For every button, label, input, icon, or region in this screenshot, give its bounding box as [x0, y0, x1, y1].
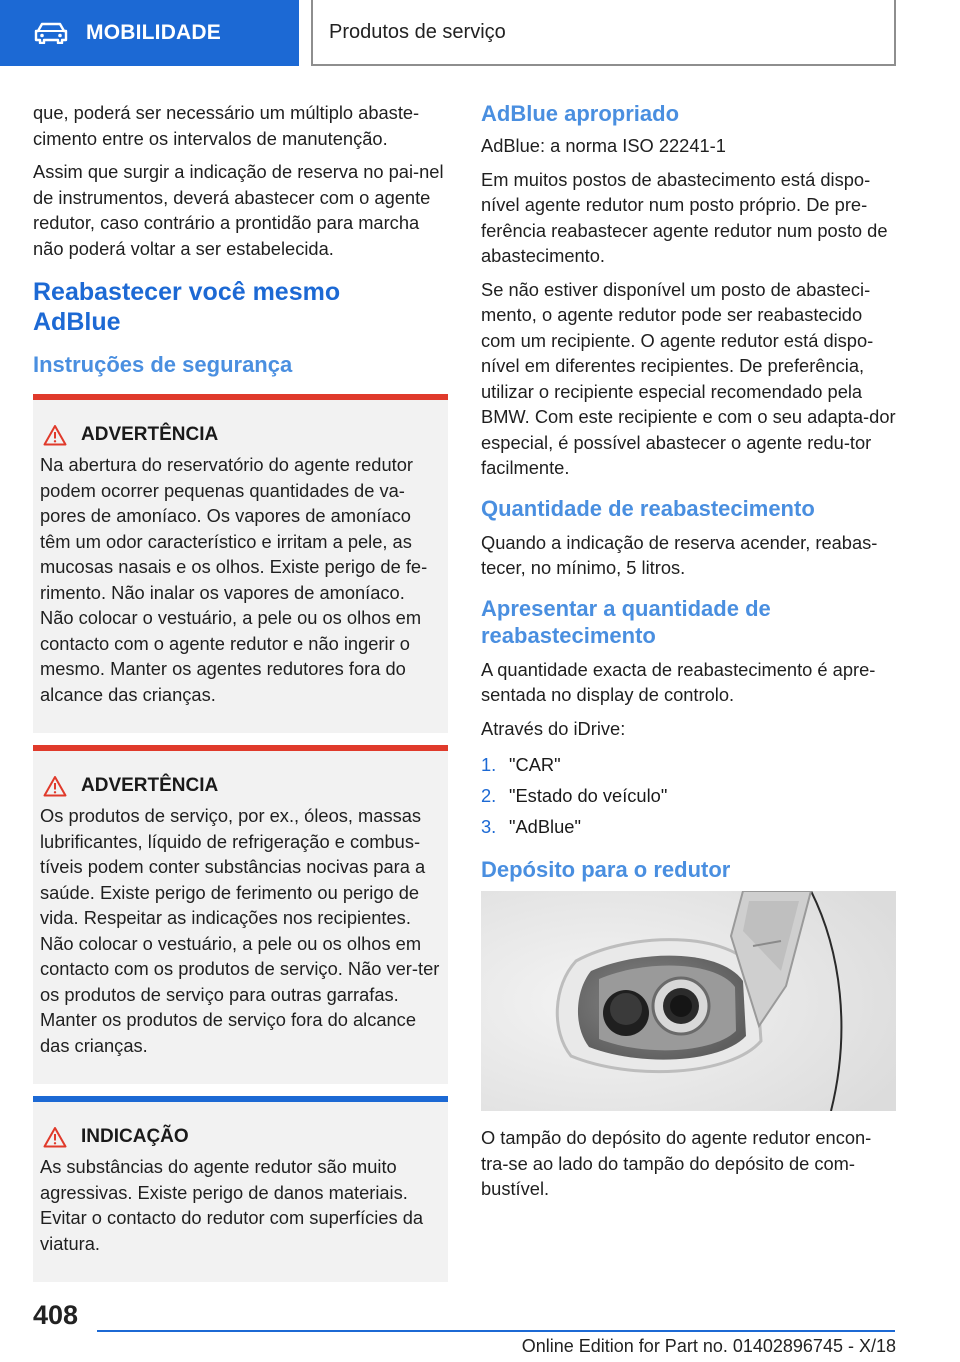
safety-heading: Instruções de segurança	[33, 352, 293, 377]
footer-divider	[97, 1330, 895, 1332]
warning-title: ADVERTÊNCIA	[81, 775, 219, 796]
list-item: 3. "AdBlue"	[481, 816, 581, 837]
tank-cap-photo	[481, 891, 896, 1111]
left-column	[33, 100, 448, 1294]
display-heading: Apresentar a quantidade de reabastecimento	[481, 595, 771, 648]
section-tab[interactable]	[0, 0, 299, 66]
adblue-heading: AdBlue apropriado	[481, 101, 680, 126]
norm-paragraph: AdBlue: a norma ISO 22241-1	[481, 135, 726, 156]
warning-box	[33, 745, 448, 1084]
edition-text: Online Edition for Part no. 01402896745 - X/18	[521, 1336, 896, 1356]
car-icon	[34, 22, 68, 44]
notice-text: As substâncias do agente redutor são muito agressivas. Existe perigo de danos materiais. Evitar o contacto do redutor com superfícies da viatura.	[40, 1156, 424, 1254]
section-label: MOBILIDADE	[86, 21, 221, 44]
tank-heading: Depósito para o redutor	[481, 857, 731, 882]
warning-triangle-icon	[43, 775, 67, 797]
warning-text: Na abertura do reservatório do agente redutor podem ocorrer pequenas quantidades de va-pores de amoníaco. Os vapores de amoníaco têm um odor característico e irritam a pele, as mucosas nasais e os olhos. Existe perigo de fe-rimento. Não inalar os vapores de amoníaco. Não colocar o vestuário, a pele ou os olhos em contacto com o agente redutor e não ingerir o mesmo. Manter os agentes redutores fora do alcance das crianças.	[40, 454, 428, 705]
stations-paragraph: Em muitos postos de abastecimento está dispo-nível agente redutor num posto próprio. De pre-ferência reabastecer agente redutor num posto de abastecimento.	[481, 168, 888, 266]
warning-title: ADVERTÊNCIA	[81, 424, 219, 445]
quantity-heading: Quantidade de reabastecimento	[481, 495, 815, 521]
warning-triangle-icon	[43, 424, 67, 446]
notice-box	[33, 1096, 448, 1282]
list-item: 1. "CAR"	[481, 754, 561, 775]
intro-paragraph: Assim que surgir a indicação de reserva no pai-nel de instrumentos, deverá abastecer com o agente redutor, caso contrário a prontidão para marcha não poderá voltar a ser estabelecida.	[33, 161, 444, 259]
list-item: 2. "Estado do veículo"	[481, 785, 668, 806]
warning-box	[33, 394, 448, 733]
chapter-title: Produtos de serviço	[311, 0, 896, 66]
quantity-paragraph: Quando a indicação de reserva acender, reabas-tecer, no mínimo, 5 litros.	[481, 531, 878, 578]
intro-paragraph: que, poderá ser necessário um múltiplo abaste-cimento entre os intervalos de manutenção.	[33, 102, 420, 149]
tank-paragraph: O tampão do depósito do agente redutor encon-tra-se ao lado do tampão do depósito de com-bustível.	[481, 1127, 872, 1199]
idrive-steps	[481, 749, 896, 842]
right-column	[481, 100, 896, 1210]
page-number: 408	[33, 1300, 79, 1330]
notice-title: INDICAÇÃO	[81, 1126, 189, 1147]
container-paragraph: Se não estiver disponível um posto de abasteci-mento, o agente redutor pode ser reabastecido com um recipiente. O agente redutor está dispo-nível em diferentes recipientes. De preferência, utilizar o recipiente especial recomendado pela BMW. Com este recipiente e com o seu adapta-dor especial, é possível abastecer o agente redu-tor facilmente.	[481, 278, 896, 478]
section-heading: Reabastecer você mesmo AdBlue	[33, 278, 341, 336]
warning-triangle-icon	[43, 1126, 67, 1148]
idrive-paragraph: Através do iDrive:	[481, 717, 626, 739]
display-paragraph: A quantidade exacta de reabastecimento é apre-sentada no display de controlo.	[481, 658, 876, 705]
warning-text: Os produtos de serviço, por ex., óleos, massas lubrificantes, líquido de refrigeração e combus-tíveis podem conter substâncias nocivas para a saúde. Existe perigo de ferimento ou perigo de vida. Respeitar as indicações nos recipientes. Não colocar o vestuário, a pele ou os olhos em contacto com os produtos de serviço. Não ver-ter os produtos de serviço para outras garrafas. Manter os produtos de serviço fora do alcance das crianças.	[40, 805, 440, 1056]
